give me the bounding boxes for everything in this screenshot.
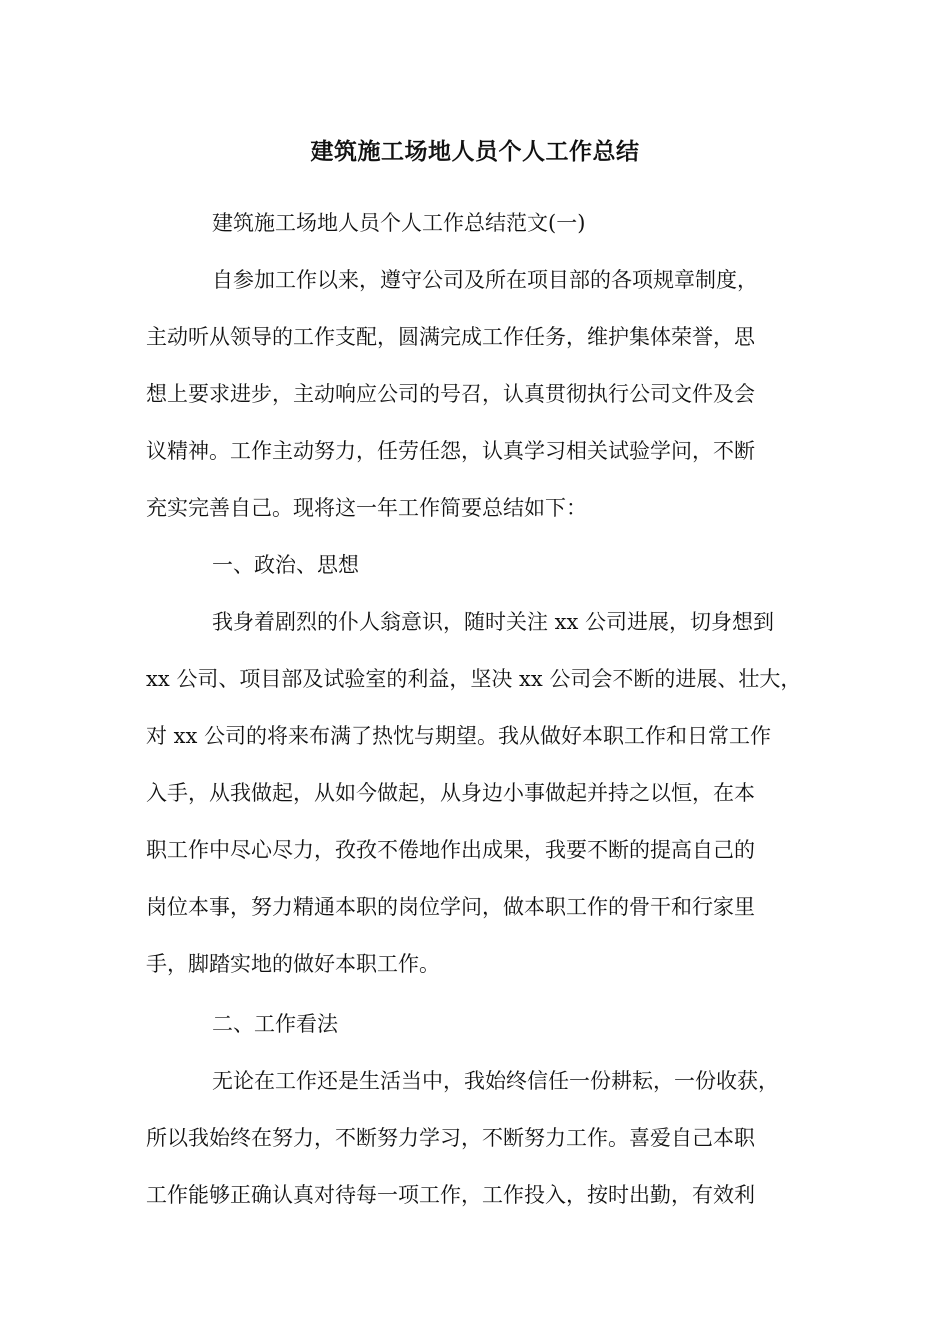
paragraph-line: 想上要求进步，主动响应公司的号召，认真贯彻执行公司文件及会	[146, 382, 755, 406]
paragraph-line: 议精神。工作主动努力，任劳任怨，认真学习相关试验学问，不断	[146, 439, 755, 463]
paragraph-line: 手，脚踏实地的做好本职工作。	[146, 952, 440, 976]
document-subtitle: 建筑施工场地人员个人工作总结范文(一)	[212, 211, 586, 235]
paragraph-line: 主动听从领导的工作支配，圆满完成工作任务，维护集体荣誉，思	[146, 325, 755, 349]
paragraph-line: 我身着剧烈的仆人翁意识，随时关注 xx 公司进展，切身想到	[212, 610, 775, 634]
paragraph-line: 所以我始终在努力，不断努力学习，不断努力工作。喜爱自己本职	[146, 1126, 755, 1150]
section-heading: 二、工作看法	[212, 1012, 338, 1036]
paragraph-line: 对 xx 公司的将来布满了热忱与期望。我从做好本职工作和日常工作	[146, 724, 772, 748]
paragraph-line: 无论在工作还是生活当中，我始终信任一份耕耘，一份收获，	[212, 1069, 779, 1093]
paragraph-line: xx 公司、项目部及试验室的利益，坚决 xx 公司会不断的进展、壮大，	[146, 667, 802, 691]
paragraph-line: 工作能够正确认真对待每一项工作，工作投入，按时出勤，有效利	[146, 1183, 755, 1207]
paragraph-line: 充实完善自己。现将这一年工作简要总结如下：	[146, 496, 587, 520]
paragraph-line: 入手，从我做起，从如今做起，从身边小事做起并持之以恒，在本	[146, 781, 755, 805]
paragraph-line: 职工作中尽心尽力，孜孜不倦地作出成果，我要不断的提高自己的	[146, 838, 755, 862]
paragraph-line: 自参加工作以来，遵守公司及所在项目部的各项规章制度，	[212, 268, 758, 292]
document-title: 建筑施工场地人员个人工作总结	[310, 138, 640, 165]
paragraph-line: 岗位本事，努力精通本职的岗位学问，做本职工作的骨干和行家里	[146, 895, 755, 919]
section-heading: 一、政治、思想	[212, 553, 359, 577]
